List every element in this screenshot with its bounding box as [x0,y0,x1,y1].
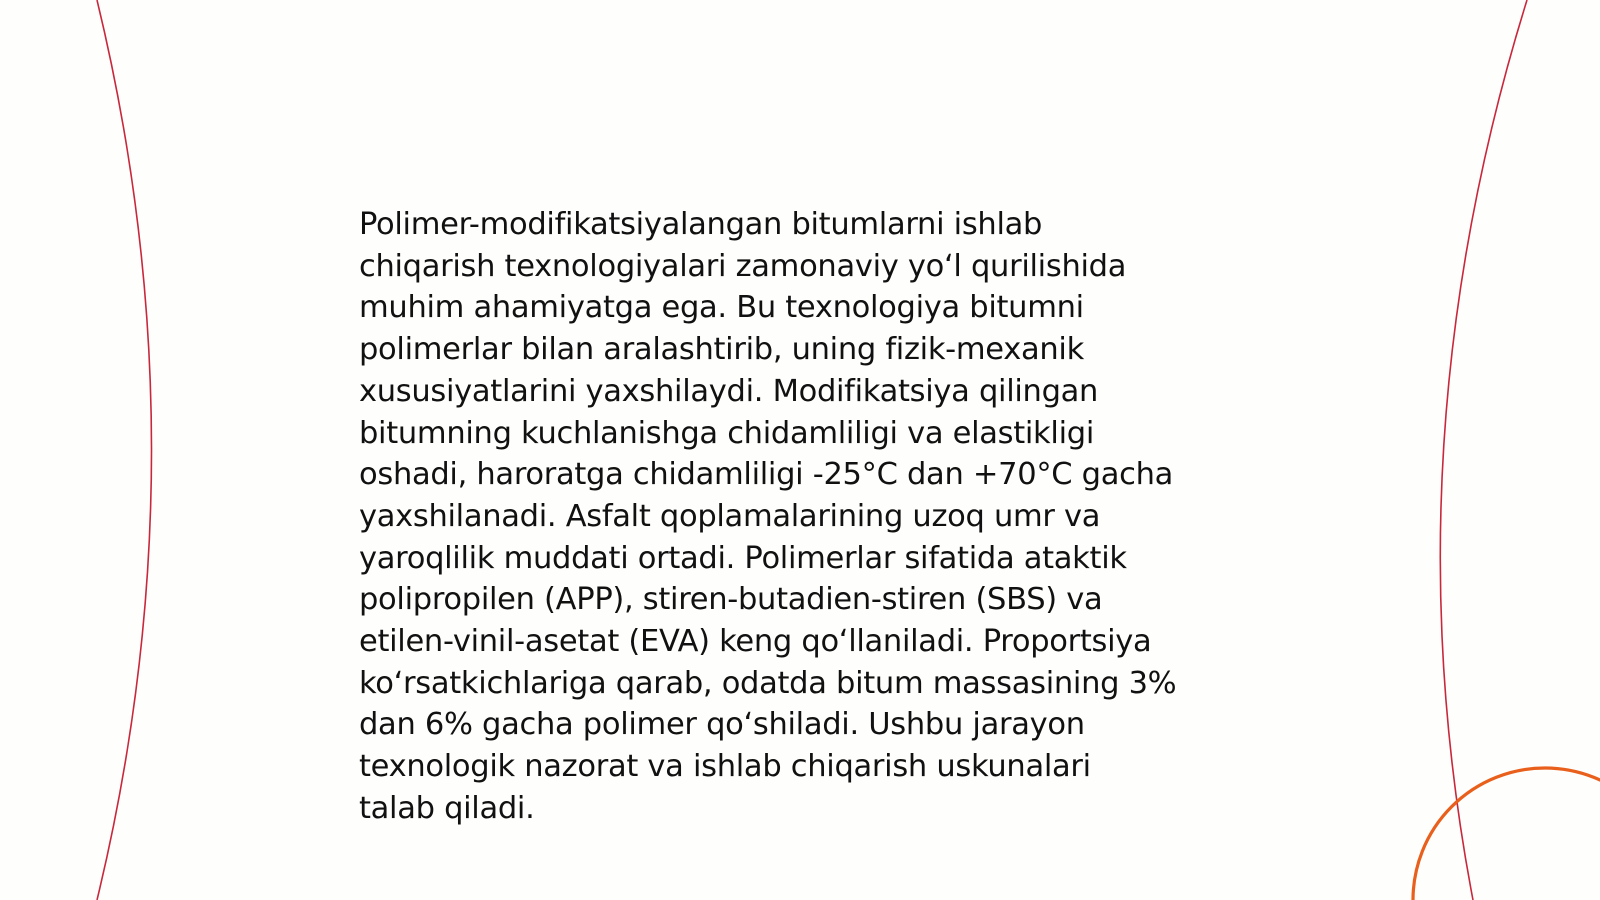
paragraph-line: yaroqlilik muddati ortadi. Polimerlar sifatida ataktik [359,540,1127,576]
paragraph-line: polimerlar bilan aralashtirib, uning fizik-mexanik [359,332,1084,368]
paragraph-line: chiqarish texnologiyalari zamonaviy yo‘l qurilishida [359,248,1127,284]
paragraph-line: polipropilen (APP), stiren-butadien-stiren (SBS) va [359,582,1103,618]
paragraph-line: talab qiladi. [359,790,535,826]
paragraph-line: texnologik nazorat va ishlab chiqarish uskunalari [359,749,1091,785]
paragraph-line: xususiyatlarini yaxshilaydi. Modifikatsiya qilingan [359,373,1099,409]
body-paragraph [359,204,1259,830]
paragraph-line: yaxshilanadi. Asfalt qoplamalarining uzoq umr va [359,498,1101,534]
paragraph-line: bitumning kuchlanishga chidamliligi va elastikligi [359,415,1095,451]
paragraph-line: oshadi, haroratga chidamliligi -25°C dan +70°C gacha [359,457,1174,493]
paragraph-line: ko‘rsatkichlariga qarab, odatda bitum massasining 3% [359,665,1177,701]
left-frame-curve [97,0,152,900]
paragraph-line: dan 6% gacha polimer qo‘shiladi. Ushbu jarayon [359,707,1085,743]
paragraph-line: etilen-vinil-asetat (EVA) keng qo‘llaniladi. Proportsiya [359,624,1152,660]
right-frame-curve [1440,0,1527,900]
paragraph-line: muhim ahamiyatga ega. Bu texnologiya bitumni [359,290,1084,326]
accent-circle [1413,768,1600,900]
paragraph-line: Polimer-modifikatsiyalangan bitumlarni ishlab [359,207,1043,242]
